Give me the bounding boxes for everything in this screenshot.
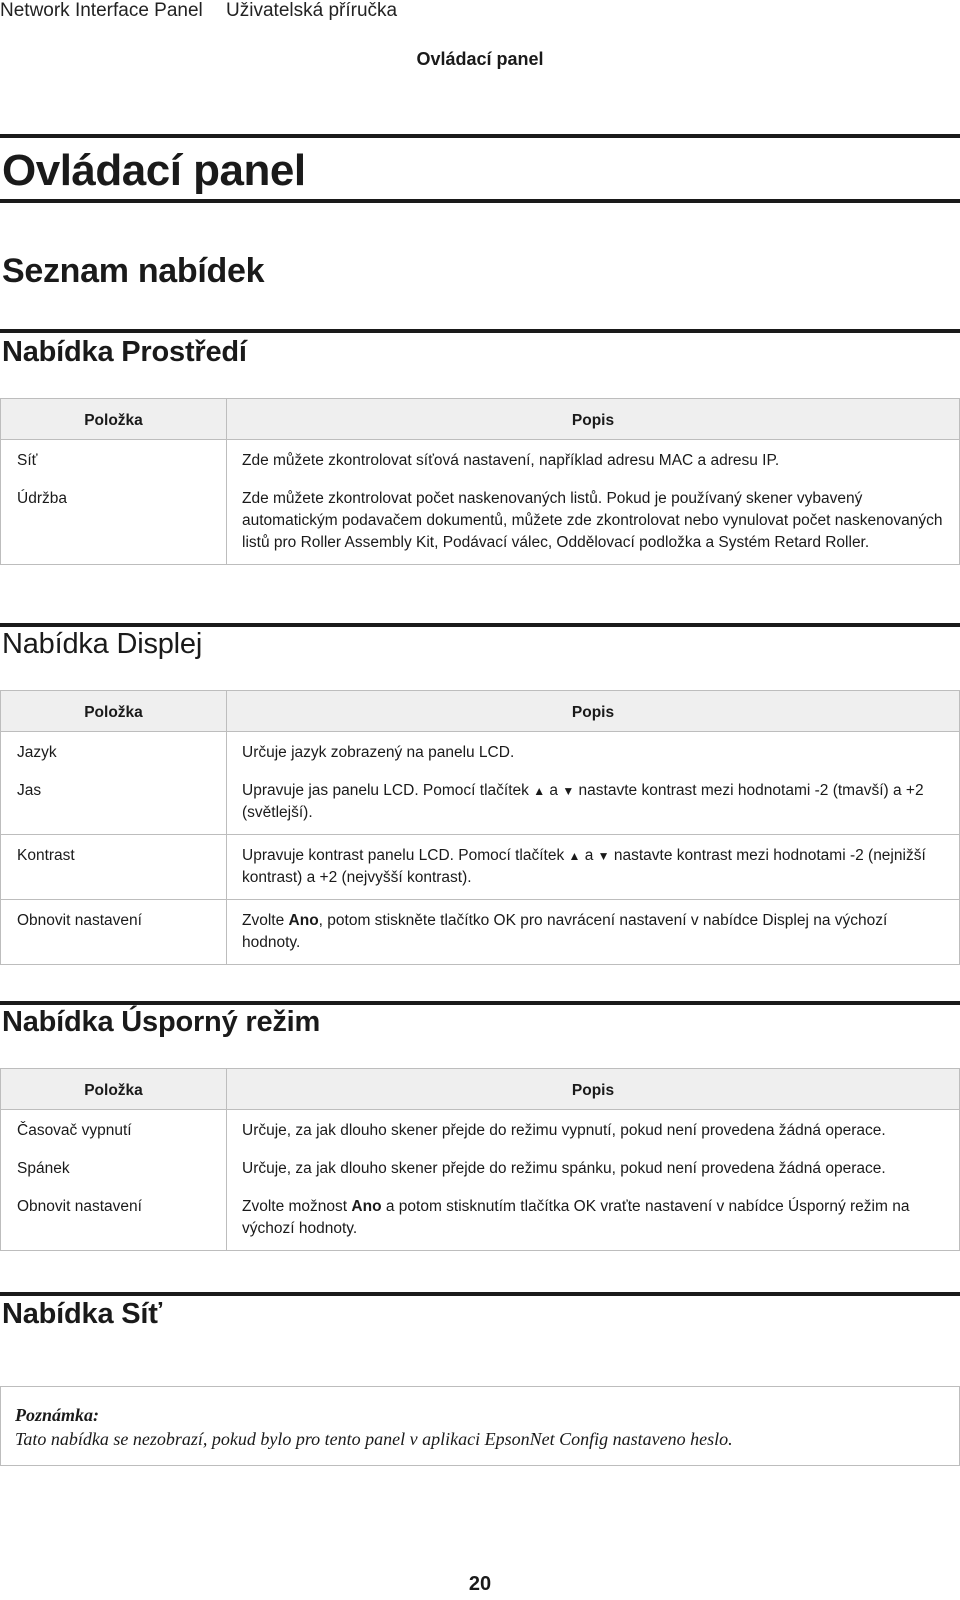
menu-table-power-saving [0,1068,960,1251]
page-title: Ovládací panel [2,146,306,195]
table-row [1,1148,960,1186]
triangle-up-icon: ▲ [533,784,546,798]
menu-title-network: Nabídka Síť [2,1298,162,1330]
header-guide-name: Uživatelská příručka [226,0,398,21]
table-row [1,440,960,479]
divider [0,134,960,138]
item-description: Zde můžete zkontrolovat počet naskenovaných listů. Pokud je používaný skener vybavený automatickým podavačem dokumentů, můžete zde zkontrolovat nebo vynulovat počet naskenovaných listů pro Roller Assembly Kit, Podávací válec, Oddělovací podložka a Systém Retard Roller. [227,478,960,565]
column-header-description: Popis [227,399,960,440]
item-description: Zde můžete zkontrolovat síťová nastavení, například adresu MAC a adresu IP. [227,440,960,479]
item-name: Spánek [1,1148,227,1186]
item-name: Jas [1,770,227,835]
item-name: Jazyk [1,732,227,771]
column-header-description: Popis [227,1069,960,1110]
item-name: Obnovit nastavení [1,1186,227,1251]
table-row [1,732,960,771]
running-title: Ovládací panel [416,49,544,69]
table-row [1,1110,960,1149]
note-text: Tato nabídka se nezobrazí, pokud bylo pro tento panel v aplikaci EpsonNet Config nastaveno heslo. [15,1429,733,1449]
menu-title-environment: Nabídka Prostředí [2,336,247,368]
triangle-down-icon: ▼ [562,784,575,798]
page-number: 20 [468,1573,492,1595]
item-description: Určuje, za jak dlouho skener přejde do režimu vypnutí, pokud není provedena žádná operace. [227,1110,960,1149]
item-description: Určuje, za jak dlouho skener přejde do režimu spánku, pokud není provedena žádná operace. [227,1148,960,1186]
table-row [1,900,960,965]
menu-title-power-saving: Nabídka Úsporný režim [2,1006,321,1038]
table-row [1,835,960,900]
item-name: Časovač vypnutí [1,1110,227,1149]
triangle-down-icon: ▼ [597,849,610,863]
item-name: Údržba [1,478,227,565]
menu-table-environment [0,398,960,565]
divider [0,199,960,203]
triangle-up-icon: ▲ [568,849,581,863]
table-row [1,478,960,565]
menu-title-display: Nabídka Displej [2,628,203,660]
divider [0,1292,960,1296]
divider [0,623,960,627]
item-description: Upravuje kontrast panelu LCD. Pomocí tlačítek ▲ a ▼ nastavte kontrast mezi hodnotami -2 (nejnižší kontrast) a +2 (nejvyšší kontrast). [227,835,960,900]
note-box [0,1386,960,1466]
column-header-item: Položka [1,1069,227,1110]
note-title: Poznámka: [15,1405,100,1425]
item-name: Kontrast [1,835,227,900]
divider [0,1001,960,1005]
column-header-item: Položka [1,399,227,440]
column-header-description: Popis [227,691,960,732]
table-row [1,1186,960,1251]
menu-table-display [0,690,960,965]
running-header [0,0,415,22]
item-description: Určuje jazyk zobrazený na panelu LCD. [227,732,960,771]
item-description: Zvolte možnost Ano a potom stisknutím tlačítka OK vraťte nastavení v nabídce Úsporný režim na výchozí hodnoty. [227,1186,960,1251]
table-row [1,770,960,835]
item-description: Zvolte Ano, potom stiskněte tlačítko OK pro navrácení nastavení v nabídce Displej na výchozí hodnoty. [227,900,960,965]
section-title: Seznam nabídek [2,252,265,290]
item-name: Obnovit nastavení [1,900,227,965]
divider [0,329,960,333]
item-name: Síť [1,440,227,479]
header-doc-name: Network Interface Panel [0,0,203,21]
item-description: Upravuje jas panelu LCD. Pomocí tlačítek ▲ a ▼ nastavte kontrast mezi hodnotami -2 (tmavší) a +2 (světlejší). [227,770,960,835]
column-header-item: Položka [1,691,227,732]
